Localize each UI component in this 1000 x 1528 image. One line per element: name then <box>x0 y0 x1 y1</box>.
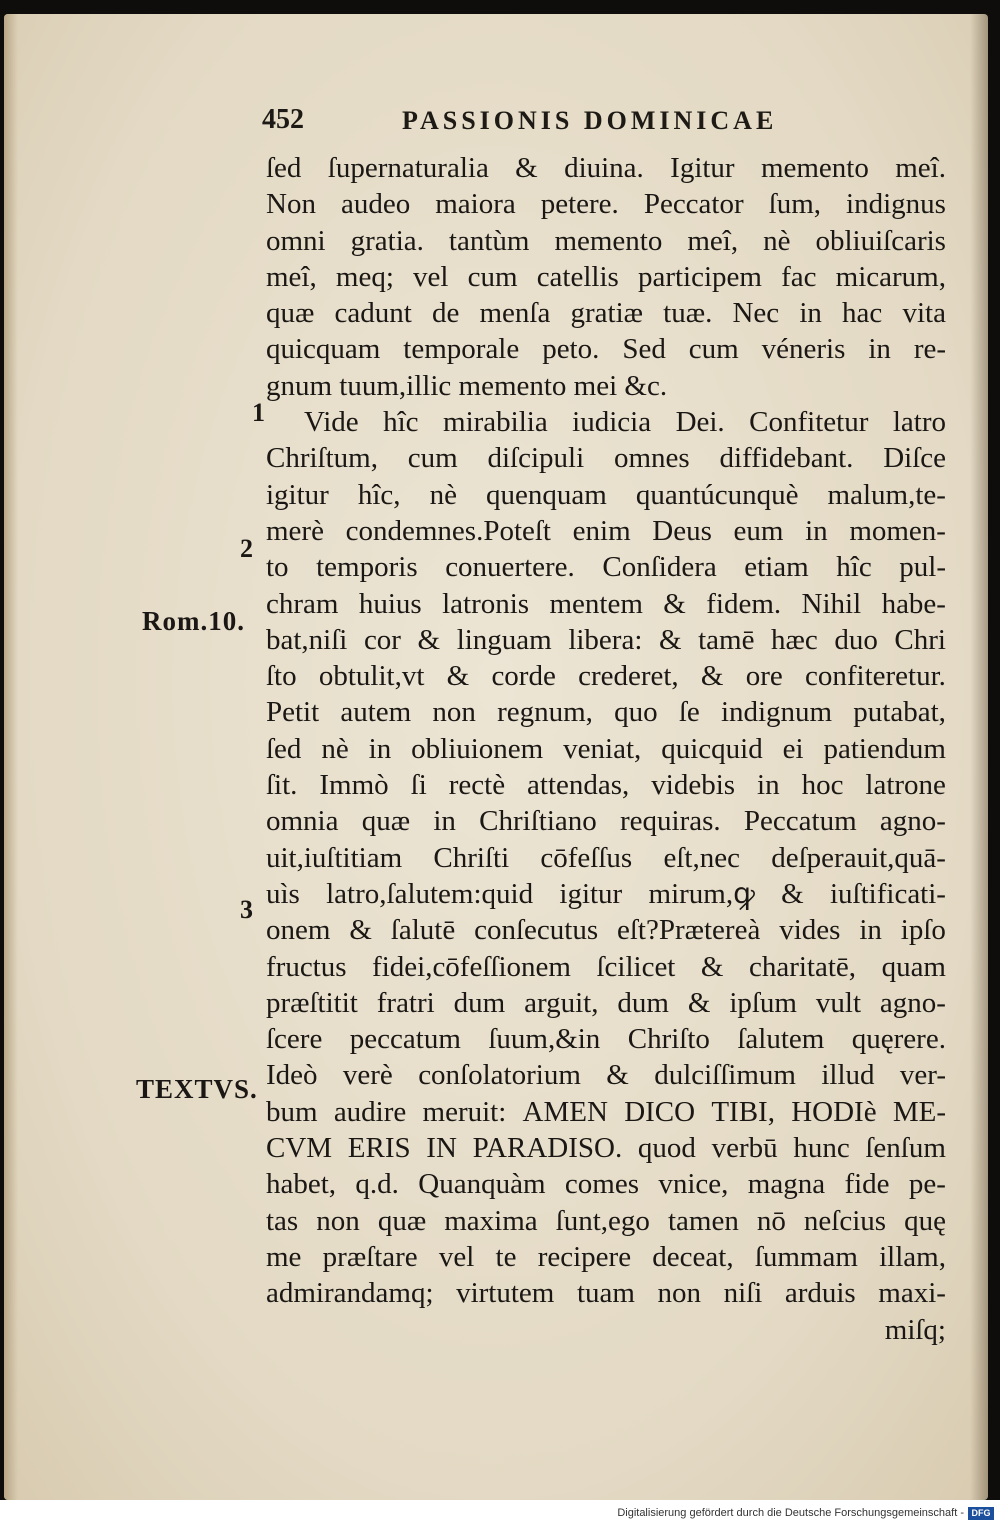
text-line: uìs latro,ſalutem:quid igitur mirum,ꝙ & iuſtificati- <box>266 877 946 910</box>
text-line: ſed ſupernaturalia & diuina. Igitur memento meî. <box>266 152 946 184</box>
page-header <box>262 104 822 144</box>
footer-credit: Digitalisierung gefördert durch die Deutsche Forschungsgemeinschaft - <box>617 1507 964 1519</box>
text-line: to temporis conuertere. Conſidera etiam hîc pul- <box>266 551 946 584</box>
text-line: ſed nè in obliuionem veniat, quicquid ei patiendum <box>266 732 946 765</box>
text-line: omnia quæ in Chriſtiano requiras. Peccatum agno- <box>266 805 946 838</box>
text-line: tas non quæ maxima ſunt,ego tamen nō neſcius quę <box>266 1204 946 1237</box>
text-line: habet, q.d. Quanquàm comes vnice, magna fide pe- <box>266 1168 946 1201</box>
page-edge <box>4 14 18 1500</box>
text-line: omni gratia. tantùm memento meî, nè obliuiſcaris <box>266 224 946 257</box>
margin-note-2: 2 <box>240 534 253 563</box>
gutter-shadow <box>970 14 988 1500</box>
margin-note-1: 1 <box>252 398 265 427</box>
text-line: meî, meq; vel cum catellis participem fac micarum, <box>266 260 946 293</box>
text-line: fructus fidei,cōfeſſionem ſcilicet & charitatē, quam <box>266 950 946 983</box>
catchword: miſq; <box>884 1313 946 1346</box>
text-line: bat,niſi cor & linguam libera: & tamē hæc duo Chri <box>266 623 946 656</box>
text-line: præſtitit fratri dum arguit, dum & ipſum vult agno- <box>266 986 946 1019</box>
text-line: me præſtare vel te recipere deceat, ſummam illam, <box>266 1240 946 1273</box>
text-line: uit,iuſtitiam Chriſti cōfeſſus eſt,nec deſperauit,quā- <box>266 841 946 874</box>
text-line: igitur hîc, nè quenquam quantúcunquè malum,te- <box>266 478 946 511</box>
text-line: CVM ERIS IN PARADISO. quod verbū hunc ſenſum <box>266 1132 946 1165</box>
body-text <box>266 150 946 1348</box>
text-line: chram huius latronis mentem & fidem. Nihil habe- <box>266 587 946 620</box>
margin-note-rom: Rom.10. <box>142 606 245 636</box>
page-number: 452 <box>262 104 304 135</box>
text-line: Petit autem non regnum, quo ſe indignum putabat, <box>266 696 946 729</box>
text-line: Ideò verè conſolatorium & dulciſſimum illud ver- <box>266 1059 946 1092</box>
text-line: ſto obtulit,vt & corde crederet, & ore confiteretur. <box>266 660 946 693</box>
text-line: bum audire meruit: AMEN DICO TIBI, HODIè ME- <box>266 1095 946 1128</box>
margin-note-textus: TEXTVS. <box>136 1074 258 1104</box>
text-line: ſcere peccatum ſuum,&in Chriſto ſalutem quęrere. <box>266 1023 946 1056</box>
dfg-logo: DFG <box>968 1507 994 1520</box>
text-line: quicquam temporale peto. Sed cum véneris in re- <box>266 333 946 366</box>
book-page <box>4 14 988 1500</box>
text-line: merè condemnes.Poteſt enim Deus eum in momen- <box>266 514 946 547</box>
text-line: admirandamq; virtutem tuam non niſi arduis maxi- <box>266 1277 946 1310</box>
text-line: Non audeo maiora petere. Peccator ſum, indignus <box>266 188 946 221</box>
footer-bar <box>0 1500 1000 1528</box>
margin-note-3: 3 <box>240 895 253 924</box>
text-line: gnum tuum,illic memento mei &c. <box>266 369 668 402</box>
running-head: PASSIONIS DOMINICAE <box>402 106 778 135</box>
text-line: Chriſtum, cum diſcipuli omnes diffidebant. Diſce <box>266 442 946 475</box>
text-line: onem & ſalutē conſecutus eſt?Prætereà vides in ipſo <box>266 914 946 947</box>
text-line: ſit. Immò ſi rectè attendas, videbis in hoc latrone <box>266 769 946 802</box>
text-line: quæ cadunt de menſa gratiæ tuæ. Nec in hac vita <box>266 297 946 330</box>
text-line: Vide hîc mirabilia iudicia Dei. Confitetur latro <box>304 406 946 439</box>
